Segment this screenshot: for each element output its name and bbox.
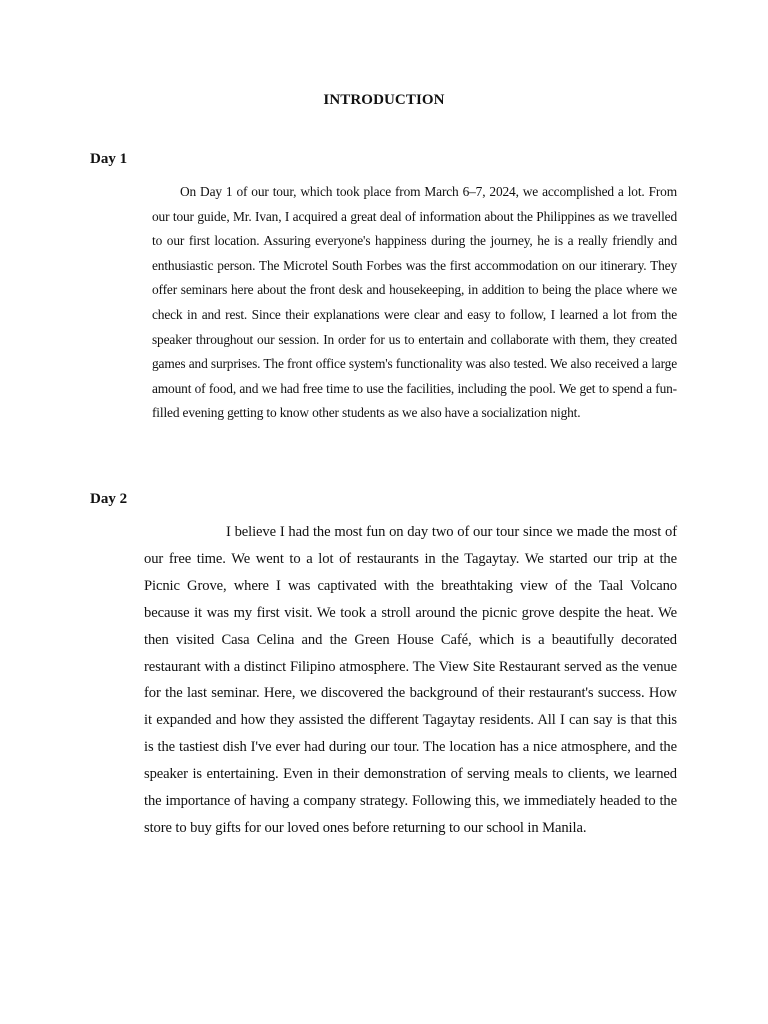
- section-body-day-1: On Day 1 of our tour, which took place from March 6–7, 2024, we accomplished a lot. From our tour guide, Mr. Ivan, I acquired a great deal of information about the Philippines as we travelled to our first location. Assuring everyone's happiness during the journey, he is a really friendly and enthusiastic person. The Microtel South Forbes was the first accommodation on our itinerary. They offer seminars here about the front desk and housekeeping, in addition to being the place where we check in and rest. Since their explanations were clear and easy to follow, I learned a lot from the speaker throughout our session. In order for us to entertain and collaborate with them, they created games and surprises. The front office system's functionality was also tested. We also received a large amount of food, and we had free time to use the facilities, including the pool. We get to spend a fun-filled evening getting to know other students as we also have a socialization night.: [152, 184, 677, 421]
- section-heading-day-1: Day 1: [90, 151, 128, 167]
- page-title: INTRODUCTION: [323, 92, 445, 108]
- section-body-day-2: I believe I had the most fun on day two of our tour since we made the most of our free time. We went to a lot of restaurants in the Tagaytay. We started our trip at the Picnic Grove, where I was captivated with the breathtaking view of the Taal Volcano because it was my first visit. We took a stroll around the picnic grove despite the heat. We then visited Casa Celina and the Green House Café, which is a beautifully decorated restaurant with a distinct Filipino atmosphere. The View Site Restaurant served as the venue for the last seminar. Here, we discovered the background of their restaurant's success. How it expanded and how they assisted the different Tagaytay residents. All I can say is that this is the tastiest dish I've ever had during our tour. The location has a nice atmosphere, and the speaker is entertaining. Even in their demonstration of serving meals to clients, we learned the importance of having a company strategy. Following this, we immediately headed to the store to buy gifts for our loved ones before returning to our school in Manila.: [144, 524, 677, 836]
- section-heading-day-2: Day 2: [90, 491, 128, 507]
